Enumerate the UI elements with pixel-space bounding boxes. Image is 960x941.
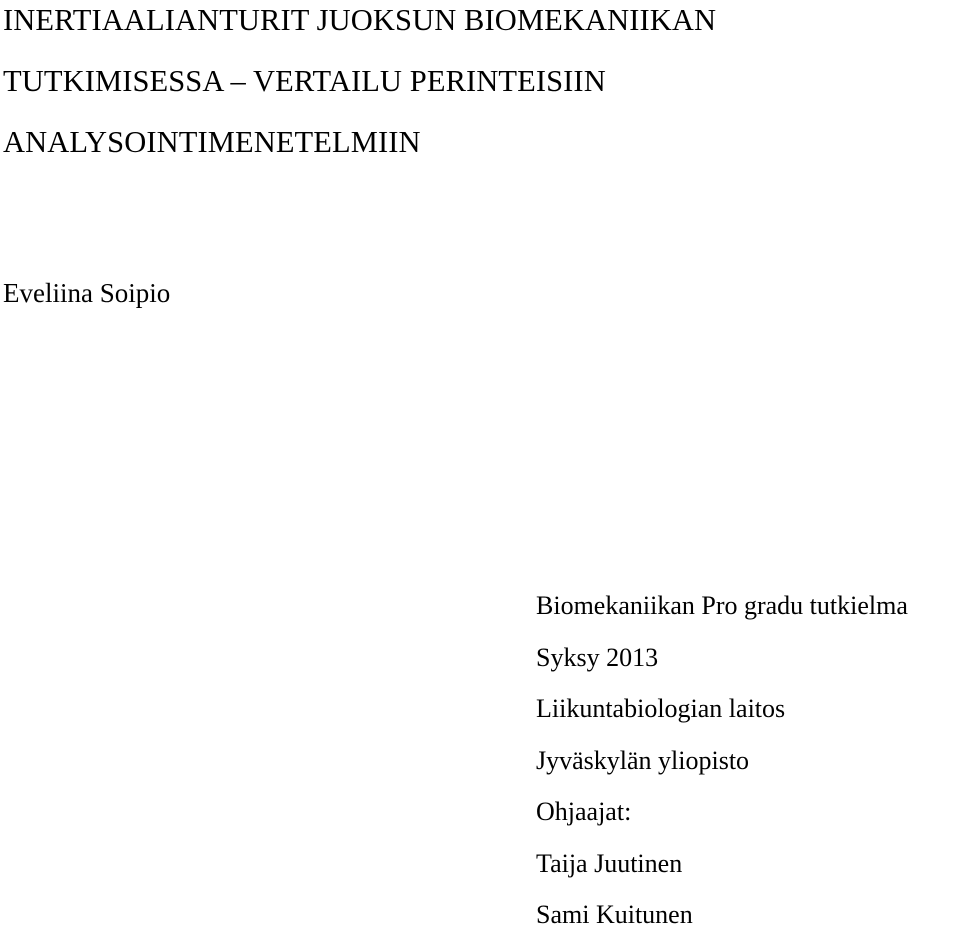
title-line-2: TUTKIMISESSA – VERTAILU PERINTEISIIN bbox=[3, 64, 606, 98]
title-line-3: ANALYSOINTIMENETELMIIN bbox=[3, 125, 421, 159]
thesis-info bbox=[536, 580, 960, 941]
supervisor-2: Sami Kuitunen bbox=[536, 900, 693, 929]
supervisors-label: Ohjaajat: bbox=[536, 797, 632, 826]
title-line-1: INERTIAALIANTURIT JUOKSUN BIOMEKANIIKAN bbox=[3, 3, 717, 37]
thesis-type: Biomekaniikan Pro gradu tutkielma bbox=[536, 591, 908, 620]
document-title bbox=[3, 0, 953, 173]
thesis-department: Liikuntabiologian laitos bbox=[536, 694, 786, 723]
thesis-university: Jyväskylän yliopisto bbox=[536, 745, 750, 775]
thesis-semester: Syksy 2013 bbox=[536, 642, 659, 672]
author-name: Eveliina Soipio bbox=[3, 278, 171, 308]
supervisor-1: Taija Juutinen bbox=[536, 848, 683, 878]
